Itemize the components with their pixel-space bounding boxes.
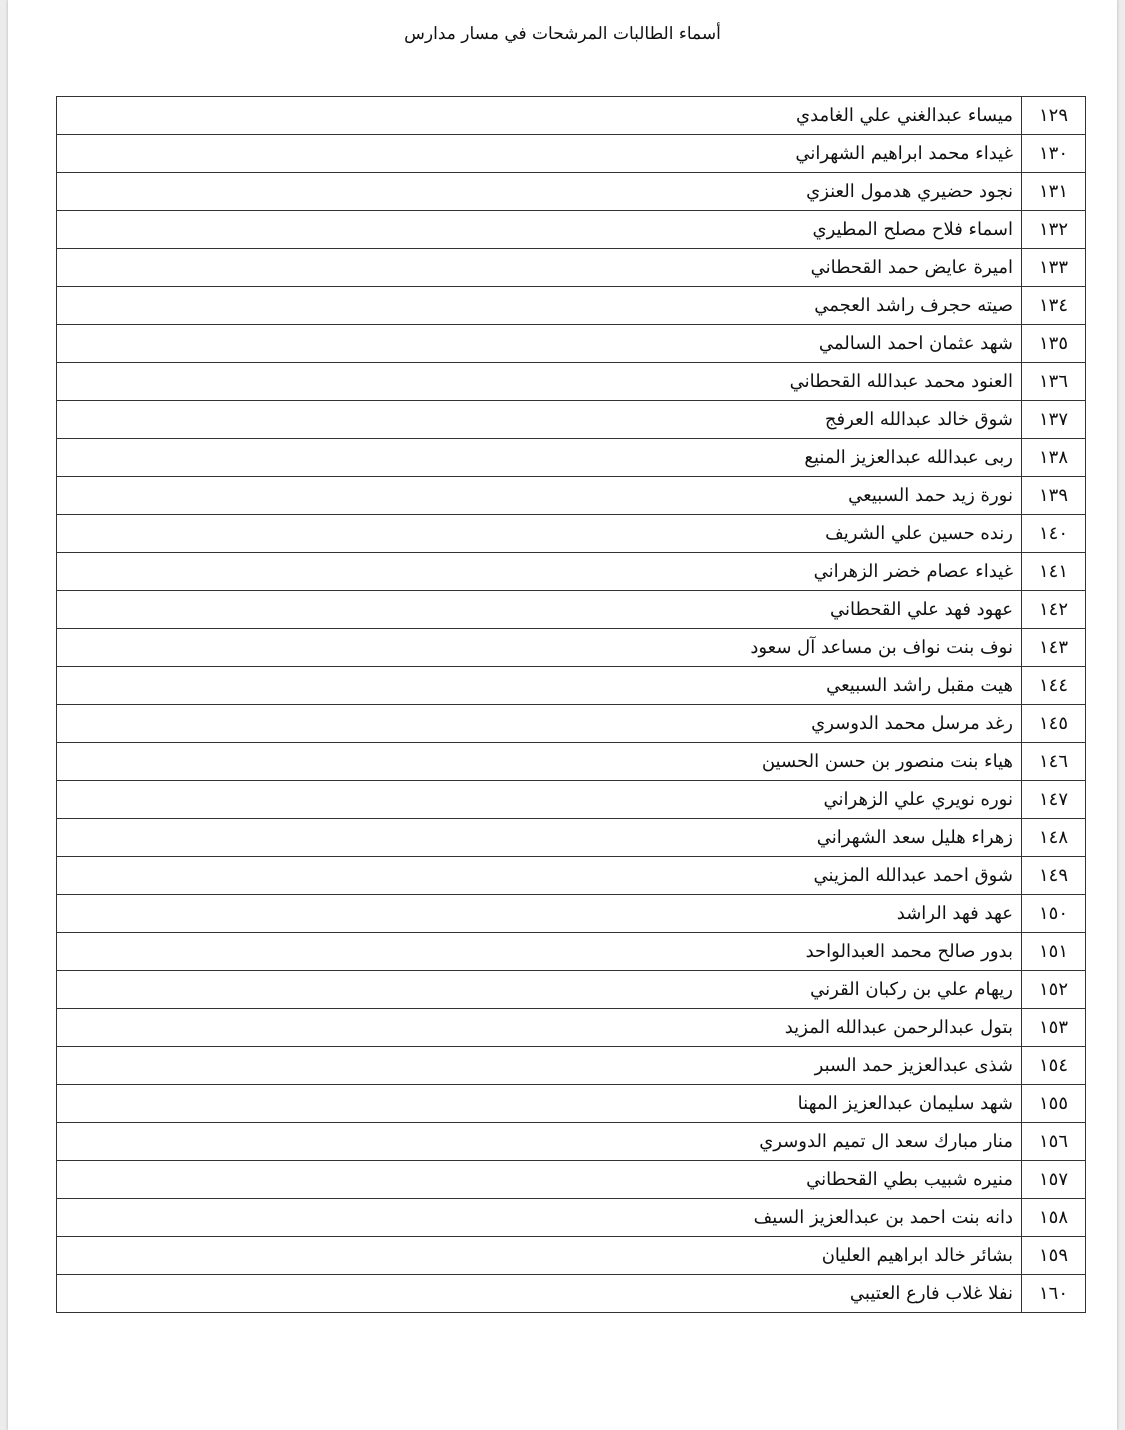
row-number: ١٣٥ xyxy=(1022,325,1086,363)
student-name: دانه بنت احمد بن عبدالعزيز السيف xyxy=(57,1199,1022,1237)
student-name: رغد مرسل محمد الدوسري xyxy=(57,705,1022,743)
student-name: زهراء هليل سعد الشهراني xyxy=(57,819,1022,857)
table-row xyxy=(57,553,1086,591)
row-number: ١٤٨ xyxy=(1022,819,1086,857)
row-number: ١٤٢ xyxy=(1022,591,1086,629)
table-row xyxy=(57,477,1086,515)
row-number: ١٥٨ xyxy=(1022,1199,1086,1237)
row-number: ١٥٧ xyxy=(1022,1161,1086,1199)
student-name: شوق احمد عبدالله المزيني xyxy=(57,857,1022,895)
row-number: ١٤٣ xyxy=(1022,629,1086,667)
table-row xyxy=(57,1009,1086,1047)
row-number: ١٣٢ xyxy=(1022,211,1086,249)
student-name: نوره نويري علي الزهراني xyxy=(57,781,1022,819)
student-name: شذى عبدالعزيز حمد السبر xyxy=(57,1047,1022,1085)
table-row xyxy=(57,781,1086,819)
table-row xyxy=(57,895,1086,933)
row-number: ١٣١ xyxy=(1022,173,1086,211)
student-name: نجود حضيري هدمول العنزي xyxy=(57,173,1022,211)
student-name: رنده حسين علي الشريف xyxy=(57,515,1022,553)
table-row xyxy=(57,1275,1086,1313)
student-name: ميساء عبدالغني علي الغامدي xyxy=(57,97,1022,135)
row-number: ١٣٤ xyxy=(1022,287,1086,325)
table-row xyxy=(57,515,1086,553)
row-number: ١٤٦ xyxy=(1022,743,1086,781)
student-name: بشائر خالد ابراهيم العليان xyxy=(57,1237,1022,1275)
table-row xyxy=(57,325,1086,363)
row-number: ١٥١ xyxy=(1022,933,1086,971)
table-row xyxy=(57,857,1086,895)
row-number: ١٣٣ xyxy=(1022,249,1086,287)
row-number: ١٥٥ xyxy=(1022,1085,1086,1123)
student-name: نوف بنت نواف بن مساعد آل سعود xyxy=(57,629,1022,667)
student-name: شهد سليمان عبدالعزيز المهنا xyxy=(57,1085,1022,1123)
row-number: ١٥٣ xyxy=(1022,1009,1086,1047)
row-number: ١٣٨ xyxy=(1022,439,1086,477)
table-row xyxy=(57,1085,1086,1123)
names-table-body xyxy=(57,97,1086,1313)
row-number: ١٥٠ xyxy=(1022,895,1086,933)
student-name: اميرة عايض حمد القحطاني xyxy=(57,249,1022,287)
row-number: ١٣٠ xyxy=(1022,135,1086,173)
table-row xyxy=(57,97,1086,135)
student-name: هيت مقبل راشد السبيعي xyxy=(57,667,1022,705)
table-row xyxy=(57,629,1086,667)
table-row xyxy=(57,401,1086,439)
table-row xyxy=(57,287,1086,325)
student-name: بدور صالح محمد العبدالواحد xyxy=(57,933,1022,971)
student-name: عهود فهد علي القحطاني xyxy=(57,591,1022,629)
table-row xyxy=(57,667,1086,705)
row-number: ١٤٧ xyxy=(1022,781,1086,819)
row-number: ١٥٦ xyxy=(1022,1123,1086,1161)
table-row xyxy=(57,933,1086,971)
student-name: غيداء عصام خضر الزهراني xyxy=(57,553,1022,591)
table-row xyxy=(57,439,1086,477)
row-number: ١٤٠ xyxy=(1022,515,1086,553)
student-name: نورة زيد حمد السبيعي xyxy=(57,477,1022,515)
table-row xyxy=(57,363,1086,401)
table-row xyxy=(57,1047,1086,1085)
table-row xyxy=(57,1161,1086,1199)
row-number: ١٥٩ xyxy=(1022,1237,1086,1275)
table-row xyxy=(57,173,1086,211)
student-name: بتول عبدالرحمن عبدالله المزيد xyxy=(57,1009,1022,1047)
student-name: العنود محمد عبدالله القحطاني xyxy=(57,363,1022,401)
student-name: منار مبارك سعد ال تميم الدوسري xyxy=(57,1123,1022,1161)
table-row xyxy=(57,705,1086,743)
table-row xyxy=(57,591,1086,629)
row-number: ١٣٩ xyxy=(1022,477,1086,515)
names-table xyxy=(56,96,1086,1313)
table-row xyxy=(57,135,1086,173)
student-name: نفلا غلاب فارع العتيبي xyxy=(57,1275,1022,1313)
row-number: ١٢٩ xyxy=(1022,97,1086,135)
table-row xyxy=(57,971,1086,1009)
student-name: شوق خالد عبدالله العرفج xyxy=(57,401,1022,439)
row-number: ١٦٠ xyxy=(1022,1275,1086,1313)
table-row xyxy=(57,249,1086,287)
row-number: ١٤٥ xyxy=(1022,705,1086,743)
row-number: ١٤١ xyxy=(1022,553,1086,591)
row-number: ١٥٢ xyxy=(1022,971,1086,1009)
table-row xyxy=(57,743,1086,781)
row-number: ١٤٤ xyxy=(1022,667,1086,705)
row-number: ١٣٧ xyxy=(1022,401,1086,439)
student-name: هياء بنت منصور بن حسن الحسين xyxy=(57,743,1022,781)
student-name: منيره شبيب بطي القحطاني xyxy=(57,1161,1022,1199)
row-number: ١٤٩ xyxy=(1022,857,1086,895)
table-row xyxy=(57,1237,1086,1275)
row-number: ١٣٦ xyxy=(1022,363,1086,401)
student-name: اسماء فلاح مصلح المطيري xyxy=(57,211,1022,249)
student-name: ريهام علي بن ركبان القرني xyxy=(57,971,1022,1009)
document-page xyxy=(8,0,1117,1430)
student-name: غيداء محمد ابراهيم الشهراني xyxy=(57,135,1022,173)
student-name: ربى عبدالله عبدالعزيز المنيع xyxy=(57,439,1022,477)
student-name: عهد فهد الراشد xyxy=(57,895,1022,933)
row-number: ١٥٤ xyxy=(1022,1047,1086,1085)
student-name: شهد عثمان احمد السالمي xyxy=(57,325,1022,363)
student-name: صيته حجرف راشد العجمي xyxy=(57,287,1022,325)
page-title: أسماء الطالبات المرشحات في مسار مدارس xyxy=(404,24,721,44)
table-row xyxy=(57,211,1086,249)
table-row xyxy=(57,819,1086,857)
table-row xyxy=(57,1123,1086,1161)
table-row xyxy=(57,1199,1086,1237)
